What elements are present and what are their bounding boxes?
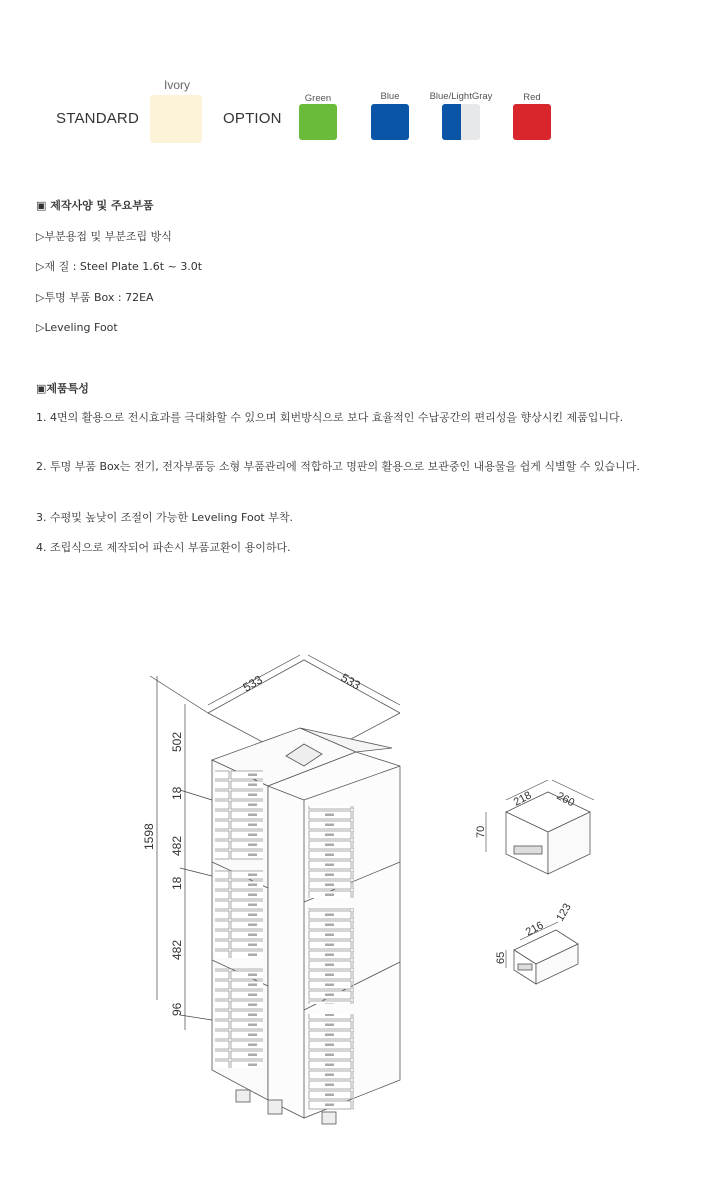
spec-item: ▷투명 부품 Box : 72EA bbox=[36, 291, 154, 304]
red-swatch bbox=[513, 104, 551, 140]
box1-height: 70 bbox=[475, 825, 487, 838]
blue-label: Blue bbox=[380, 91, 400, 102]
blue-lightgray-swatch bbox=[442, 104, 480, 140]
features-heading: ▣제품특성 bbox=[36, 382, 89, 395]
box2-depth: 123 bbox=[554, 901, 574, 924]
cabinet-drawing bbox=[0, 640, 709, 1140]
spec-item: ▷부분용접 및 부분조립 방식 bbox=[36, 230, 172, 243]
feature-item: 3. 수평및 높낮이 조절이 가능한 Leveling Foot 부착. bbox=[36, 511, 293, 524]
red-label: Red bbox=[523, 92, 541, 103]
option-label: OPTION bbox=[223, 110, 282, 127]
dim-top-left: 533 bbox=[240, 672, 265, 695]
dim-502: 502 bbox=[170, 731, 184, 752]
blue-swatch bbox=[371, 104, 409, 140]
dim-482a: 482 bbox=[170, 835, 184, 856]
dim-18b: 18 bbox=[170, 876, 184, 890]
dim-top-right: 533 bbox=[338, 670, 363, 693]
blue-lightgray-label: Blue/LightGray bbox=[429, 91, 493, 102]
feature-item: 4. 조립식으로 제작되어 파손시 부품교환이 용이하다. bbox=[36, 541, 291, 554]
box2-width: 216 bbox=[523, 919, 546, 939]
standard-label: STANDARD bbox=[56, 110, 139, 127]
dim-18a: 18 bbox=[170, 786, 184, 800]
box2-height: 65 bbox=[495, 951, 507, 964]
feature-item: 2. 투명 부품 Box는 전기, 전자부품등 소형 부품관리에 적합하고 명판의 활용으로 보관중인 내용물을 쉽게 식별할 수 있습니다. bbox=[36, 460, 640, 473]
spec-heading: ▣ 제작사양 및 주요부품 bbox=[36, 199, 154, 212]
box1-depth: 260 bbox=[554, 790, 577, 810]
ivory-label: Ivory bbox=[163, 78, 190, 92]
spec-item: ▷재 질 : Steel Plate 1.6t ~ 3.0t bbox=[36, 260, 203, 273]
dim-total-height: 1598 bbox=[142, 823, 156, 850]
green-label: Green bbox=[304, 93, 332, 104]
ivory-swatch bbox=[150, 95, 202, 143]
spec-item: ▷Leveling Foot bbox=[36, 321, 118, 334]
box1-width: 218 bbox=[511, 789, 534, 809]
feature-item: 1. 4면의 활용으로 전시효과를 극대화할 수 있으며 회번방식으로 보다 효율적인 수납공간의 편리성을 향상시킨 제품입니다. bbox=[36, 411, 624, 424]
dim-96: 96 bbox=[170, 1002, 184, 1016]
dim-482b: 482 bbox=[170, 939, 184, 960]
green-swatch bbox=[299, 104, 337, 140]
